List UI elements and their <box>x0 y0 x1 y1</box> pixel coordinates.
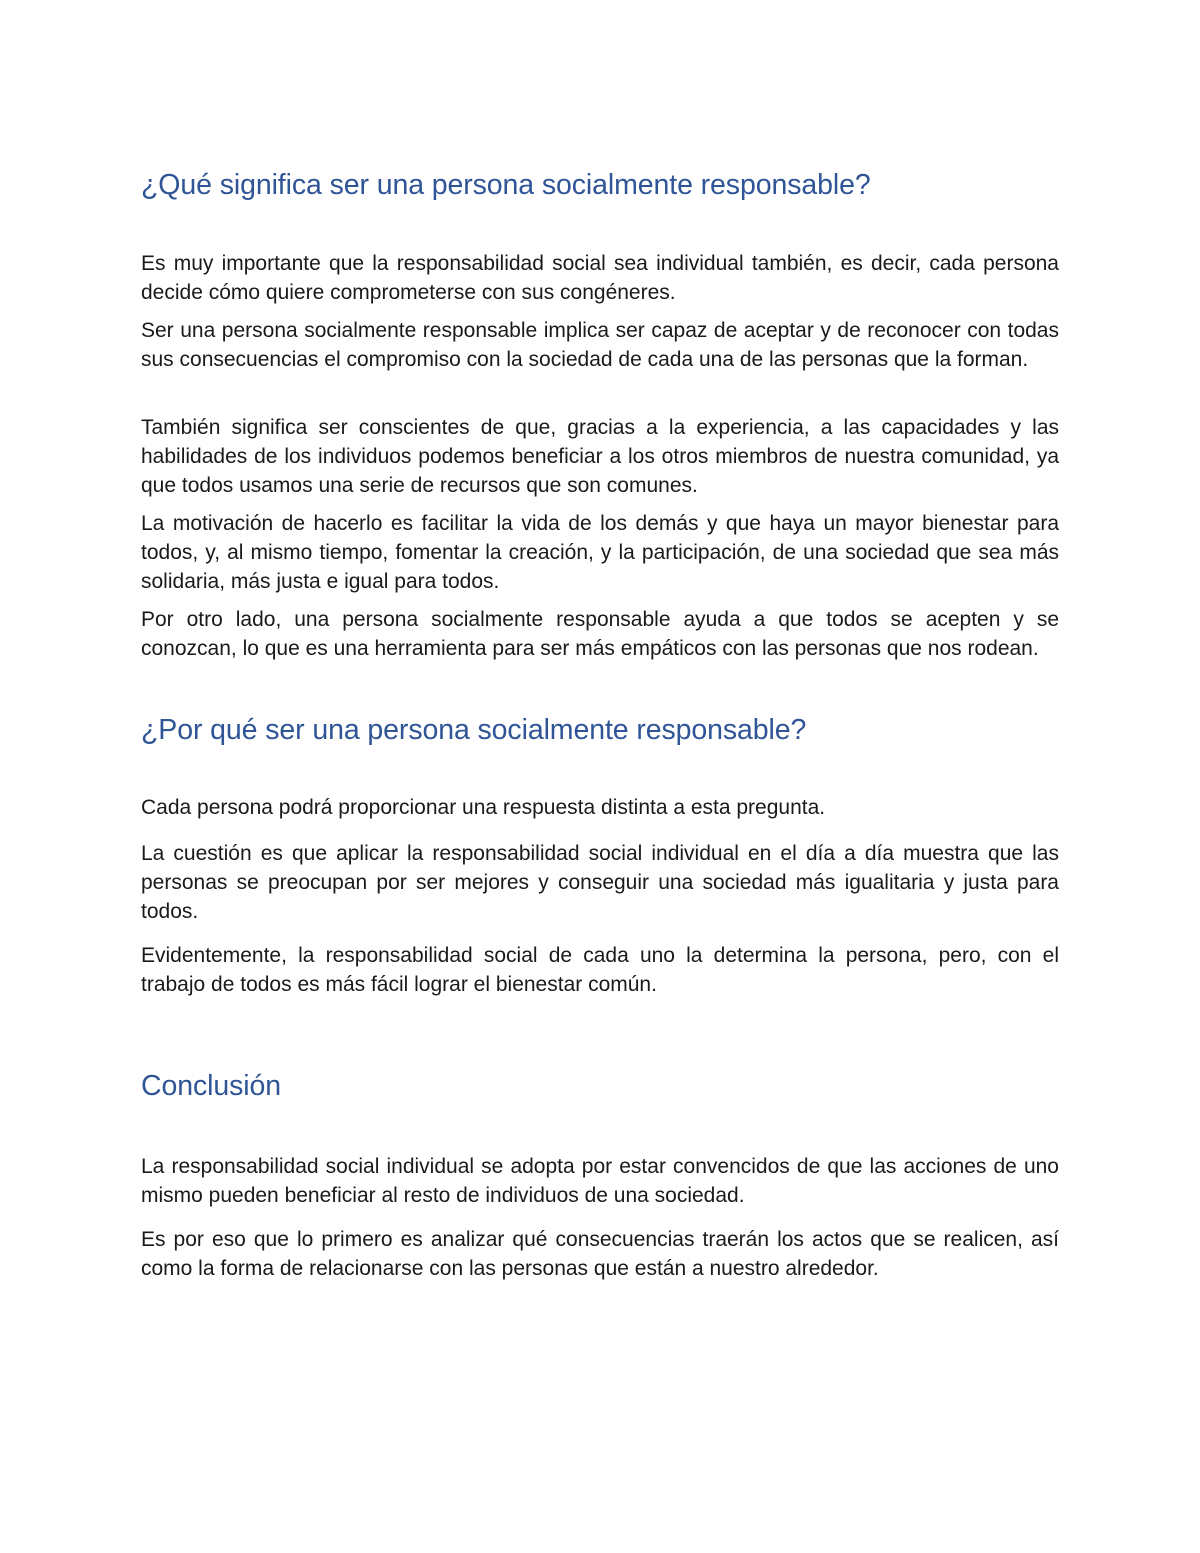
paragraph: Ser una persona socialmente responsable implica ser capaz de aceptar y de reconocer con todas sus consecuencias el compromiso con la sociedad de cada una de las personas que la forman. <box>141 319 1059 371</box>
section-heading-conclusion: Conclusión <box>141 1070 281 1102</box>
paragraph: La cuestión es que aplicar la responsabilidad social individual en el día a día muestra que las personas se preocupan por ser mejores y conseguir una sociedad más igualitaria y justa para todos. <box>141 842 1059 923</box>
paragraph: Es muy importante que la responsabilidad social sea individual también, es decir, cada persona decide cómo quiere comprometerse con sus congéneres. <box>141 252 1059 304</box>
paragraph: Evidentemente, la responsabilidad social de cada uno la determina la persona, pero, con el trabajo de todos es más fácil lograr el bienestar común. <box>141 944 1059 996</box>
paragraph: La motivación de hacerlo es facilitar la vida de los demás y que haya un mayor bienestar para todos, y, al mismo tiempo, fomentar la creación, y la participación, de una sociedad que sea más solidaria, más justa e igual para todos. <box>141 512 1059 593</box>
paragraph: La responsabilidad social individual se adopta por estar convencidos de que las acciones de uno mismo pueden beneficiar al resto de individuos de una sociedad. <box>141 1155 1059 1207</box>
paragraph: Cada persona podrá proporcionar una respuesta distinta a esta pregunta. <box>141 796 826 819</box>
paragraph: Es por eso que lo primero es analizar qué consecuencias traerán los actos que se realicen, así como la forma de relacionarse con las personas que están a nuestro alrededor. <box>141 1228 1059 1280</box>
section-heading-significado: ¿Qué significa ser una persona socialmente responsable? <box>141 169 871 201</box>
paragraph: También significa ser conscientes de que, gracias a la experiencia, a las capacidades y las habilidades de los individuos podemos beneficiar a los otros miembros de nuestra comunidad, ya que todos usamos una serie de recursos que son comunes. <box>141 416 1059 497</box>
paragraph: Por otro lado, una persona socialmente responsable ayuda a que todos se acepten y se conozcan, lo que es una herramienta para ser más empáticos con las personas que nos rodean. <box>141 608 1059 660</box>
section-heading-por-que: ¿Por qué ser una persona socialmente responsable? <box>141 714 807 746</box>
